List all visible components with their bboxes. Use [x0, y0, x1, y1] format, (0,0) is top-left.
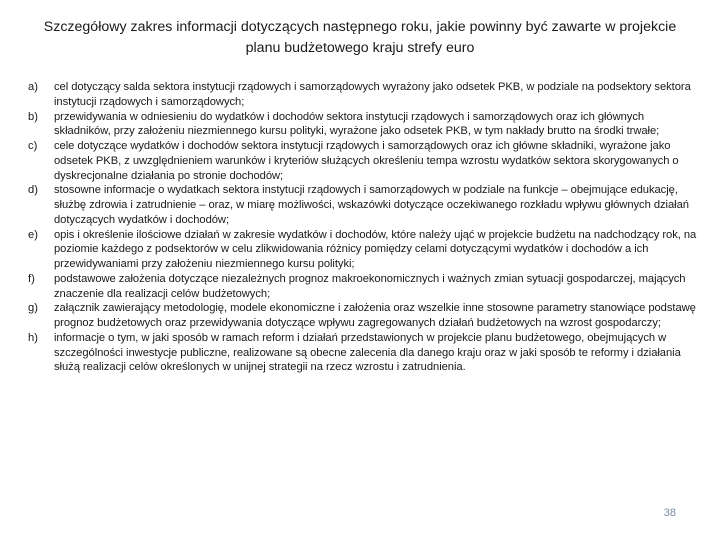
- list-item: [28, 110, 700, 140]
- list-marker: h): [28, 331, 38, 344]
- list-item-text: podstawowe założenia dotyczące niezależnych prognoz makroekonomicznych i ważnych zmian sytuacji gospodarczej, mających znaczenie dla realizacji celów budżetowych;: [54, 272, 686, 300]
- list-item-text: cel dotyczący salda sektora instytucji rządowych i samorządowych wyrażony jako odsetek PKB, w podziale na podsektory sektora instytucji rządowych i samorządowych;: [54, 81, 691, 108]
- list-marker: d): [28, 184, 38, 197]
- list-item: [28, 301, 700, 331]
- list-item: [28, 272, 700, 302]
- page-number: 38: [663, 507, 676, 519]
- list-item-text: załącznik zawierający metodologię, modele ekonomiczne i założenia oraz wszelkie inne stosowne parametry stanowiące podstawę prognoz budżetowych oraz przewidywania dotyczące wpływu zagregowanych działań budżetowych na wzrost gospodarczy;: [54, 302, 696, 329]
- list-marker: b): [28, 110, 38, 123]
- requirements-list: [28, 80, 700, 375]
- list-item: [28, 139, 700, 183]
- list-marker: e): [28, 228, 38, 241]
- list-item: [28, 331, 700, 375]
- list-item-text: informacje o tym, w jaki sposób w ramach reform i działań przedstawionych w projekcie planu budżetowego, obejmujących w szczególności inwestycje publiczne, realizowane są obecne zalecenia dla danego kraju oraz w jaki sposób te reformy i działania służą realizacji celów określonych w unijnej strategii na rzecz wzrostu i zatrudnienia.: [54, 331, 681, 374]
- list-marker: g): [28, 302, 38, 315]
- list-item-text: przewidywania w odniesieniu do wydatków i dochodów sektora instytucji rządowych i samorządowych oraz ich głównych składników, przy założeniu niezmiennego kursu polityki, wyrażone jako odsetek PKB, w tym nakłady brutto na środki trwałe;: [54, 110, 660, 138]
- list-marker: c): [28, 140, 38, 152]
- list-marker: f): [28, 272, 35, 285]
- list-item: [28, 183, 700, 227]
- list-marker: a): [28, 81, 38, 93]
- list-item: [28, 80, 700, 110]
- list-item-text: cele dotyczące wydatków i dochodów sektora instytucji rządowych i samorządowych oraz ich główne składniki, wyrażone jako odsetek PKB, z uwzględnieniem warunków i kryteriów służących określeniu tempa wzrostu wydatków sektora skorygowanych o dyskrecjonalne działania po stronie dochodów;: [54, 140, 679, 182]
- list-item-text: stosowne informacje o wydatkach sektora instytucji rządowych i samorządowych w podziale na funkcje – obejmujące edukację, służbę zdrowia i zatrudnienie – oraz, w miarę możliwości, wskazówki dotyczące oczekiwanego rozkładu wpływu głównych działań dotyczących wydatków i dochodów;: [54, 184, 689, 226]
- slide-title: Szczegółowy zakres informacji dotyczących następnego roku, jakie powinny być zawarte w projekcie planu budżetowego kraju strefy euro: [43, 19, 677, 56]
- list-item-text: opis i określenie ilościowe działań w zakresie wydatków i dochodów, które należy ująć w projekcie budżetu na nadchodzący rok, na poziomie każdego z podsektorów w celu zlikwidowania różnicy pomiędzy celami dotyczącymi wydatków i dochodów a ich przewidywaniami przy założeniu niezmiennego kursu polityki;: [54, 228, 697, 270]
- list-item: [28, 228, 700, 272]
